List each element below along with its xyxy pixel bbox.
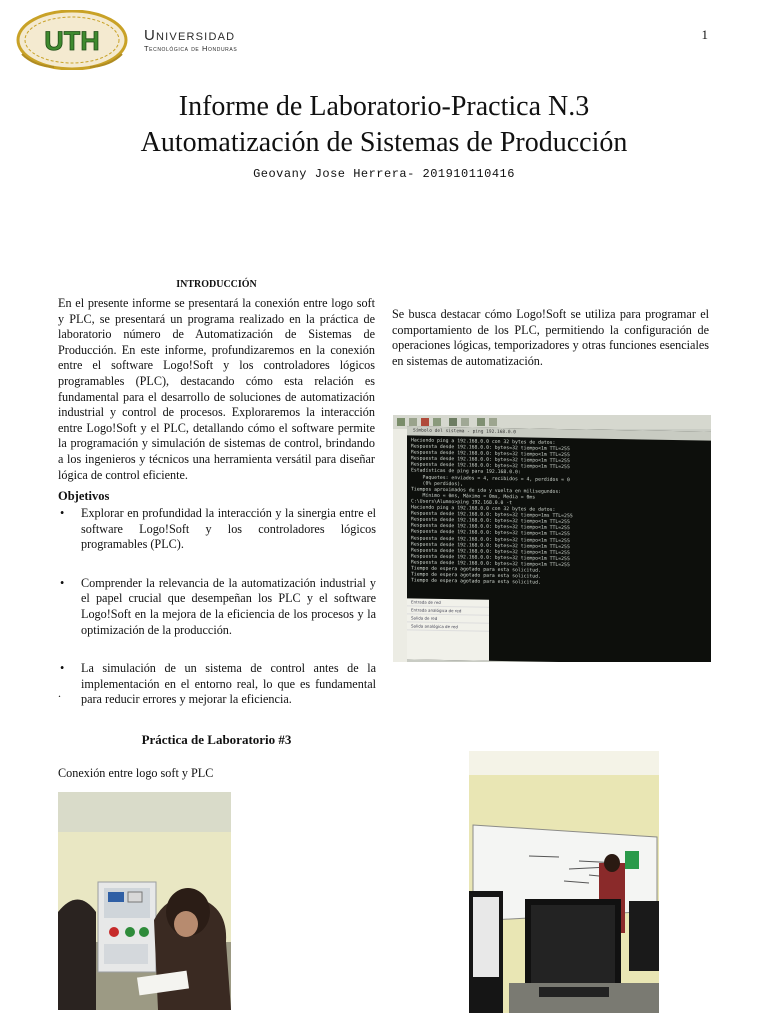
title-line-2: Automatización de Sistemas de Producción: [140, 127, 628, 158]
list-item: [58, 576, 376, 638]
classroom-photo: [469, 751, 659, 1013]
objective-text: Explorar en profundidad la interacción y la sinergia entre el software Logo!Soft y los controladores lógicos programables (PLC).: [81, 506, 376, 552]
terminal-line: Respuesta desde 192.168.0.0: bytes=32 tiempo<1m TTL=255: [411, 444, 570, 453]
cmd-output: [407, 435, 711, 593]
terminal-line: Respuesta desde 192.168.0.0: bytes=32 tiempo<1m TTL=255: [411, 560, 570, 569]
logosoft-paragraph: Se busca destacar cómo Logo!Soft se utiliza para programar el comportamiento de los PLC, permitiendo la configuración de operaciones lógicas, temporizadores y otras funciones esenciales en sistemas de automatización.: [392, 307, 709, 368]
cmd-window: [407, 426, 711, 662]
trailing-period: .: [58, 686, 61, 700]
terminal-line: Respuesta desde 192.168.0.0: bytes=32 tiempo<1m TTL=255: [411, 456, 570, 465]
objectives-heading: Objetivos: [58, 489, 110, 503]
plc-scene: [58, 792, 231, 1010]
objectives-list: [58, 506, 376, 731]
bullet-icon: •: [60, 661, 65, 676]
terminal-line: Tiempo de espera agotado para esta solicitud.: [411, 572, 541, 580]
logosoft-panel: [407, 598, 489, 660]
cmd-window-title: Símbolo del sistema - ping 192.168.0.0: [407, 426, 711, 440]
terminal-line: Respuesta desde 192.168.0.0: bytes=32 tiempo=1ms TTL=255: [411, 511, 573, 520]
intro-paragraph: En el presente informe se presentará la conexión entre logo soft y PLC, se presentará un programa realizado en la práctica de laboratorio número de Automatización de Sistemas de Producción. En este informe, profundizaremos en la conexión entre el software Logo!Soft y los controladores lógicos programables (PLC), destacando cómo esta relación es fundamental para el desarrollo de soluciones de automatización industrial y control de procesos. Exploraremos la interacción entre Logo!Soft y el PLC, detallando cómo el software permite la programación y simulación de sistemas de control, brindando a los ingenieros y técnicos una herramienta versátil para diseñar lógica de control eficiente.: [58, 296, 375, 482]
terminal-line: Respuesta desde 192.168.0.0: bytes=32 tiempo<1m TTL=255: [411, 554, 570, 562]
terminal-line: (0% perdidos),: [411, 481, 463, 487]
svg-text:UTH: UTH: [44, 26, 100, 56]
list-item: [58, 506, 376, 553]
terminal-line: Tiempos aproximados de ida y vuelta en milisegundos:: [411, 487, 562, 495]
classroom-scene: [469, 751, 659, 1013]
logo-wordmark: Universidad: [144, 27, 236, 44]
terminal-line: C:\Users\Alumno>ping 192.168.0.0 -t: [411, 499, 513, 507]
document-title: [0, 89, 768, 161]
terminal-line: Mínimo = 0ms, Máximo = 0ms, Media = 0ms: [411, 493, 536, 501]
lab-caption: Conexión entre logo soft y PLC: [58, 766, 214, 780]
photo-sidebar: [393, 429, 407, 662]
page-number: 1: [701, 27, 708, 42]
bullet-icon: •: [60, 506, 65, 520]
author-line: Geovany Jose Herrera- 201910110416: [253, 167, 515, 181]
university-logo: [16, 10, 256, 72]
intro-heading: INTRODUCCIÓN: [176, 279, 257, 290]
logo-subtitle: Tecnológica de Honduras: [144, 44, 238, 53]
terminal-line: Respuesta desde 192.168.0.0: bytes=32 tiempo<1m TTL=255: [411, 542, 570, 550]
terminal-line: Respuesta desde 192.168.0.0: bytes=32 tiempo<1m TTL=255: [411, 529, 570, 538]
terminal-line: Respuesta desde 192.168.0.0: bytes=32 tiempo<1m TTL=255: [411, 450, 570, 459]
terminal-line: Respuesta desde 192.168.0.0: bytes=32 tiempo<1m TTL=255: [411, 535, 570, 544]
terminal-line: Tiempo de espera agotado para esta solicitud.: [411, 578, 541, 586]
terminal-line: Paquetes: enviados = 4, recibidos = 4, perdidos = 0: [411, 474, 570, 483]
terminal-line: Haciendo ping a 192.168.0.0 con 32 bytes de datos:: [411, 438, 556, 446]
terminal-line: Respuesta desde 192.168.0.0: bytes=32 tiempo<1m TTL=255: [411, 462, 570, 471]
panel-item: Salida de red: [407, 614, 489, 623]
terminal-line: Respuesta desde 192.168.0.0: bytes=32 tiempo<1m TTL=255: [411, 548, 570, 556]
objective-text: Comprender la relevancia de la automatización industrial y el papel crucial que desempeñan los PLC y el software Logo!Soft en la mejora de la eficiencia de los procesos y la optimización de la producción.: [81, 575, 376, 637]
objective-text: La simulación de un sistema de control antes de la implementación en el entorno real, lo que es fundamental para reducir errores y mejorar la eficiencia.: [81, 661, 376, 707]
uth-seal-icon: [16, 10, 128, 70]
title-line-1: Informe de Laboratorio-Practica N.3: [178, 91, 590, 122]
plc-station-photo: [58, 792, 231, 1010]
terminal-photo: [393, 415, 711, 662]
terminal-line: Estadísticas de ping para 192.168.0.0:: [411, 468, 521, 476]
terminal-line: Tiempo de espera agotado para esta solicitud.: [411, 566, 541, 574]
logo-text: [144, 28, 237, 54]
lab-heading: Práctica de Laboratorio #3: [141, 732, 292, 747]
terminal-line: Haciendo ping a 192.168.0.0 con 32 bytes de datos:: [411, 505, 556, 513]
panel-item: Salida analógica de red: [407, 622, 489, 631]
terminal-line: Respuesta desde 192.168.0.0: bytes=32 tiempo<1m TTL=255: [411, 523, 570, 532]
bullet-icon: •: [60, 575, 65, 590]
panel-item: Entrada analógica de red: [407, 606, 489, 615]
panel-item: Entrada de red: [407, 598, 489, 607]
terminal-line: Respuesta desde 192.168.0.0: bytes=32 tiempo<1m TTL=255: [411, 517, 570, 526]
list-item: [58, 661, 376, 708]
